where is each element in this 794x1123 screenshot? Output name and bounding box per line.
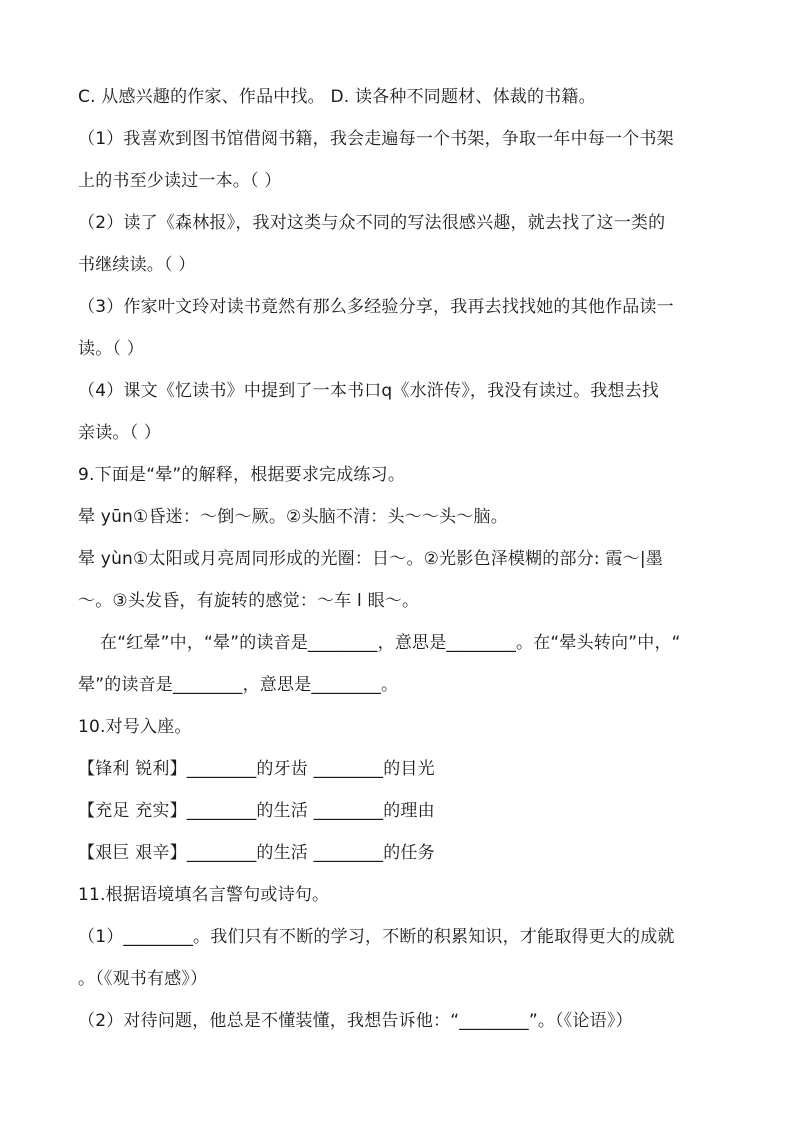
item-2-line-2: 书继续读。（ ） — [78, 255, 196, 275]
question-11-title: 11.根据语境填名言警句或诗句。 — [78, 885, 330, 905]
question-10-row-3: 【艰巨 艰辛】________的生活 ________的任务 — [78, 843, 435, 863]
question-11-item-2: （2）对待问题，他总是不懂装懂，我想告诉他：“________”。（《论语》） — [78, 1011, 633, 1031]
item-3-line-2: 读。（ ） — [78, 339, 144, 359]
item-4-line-1: （4）课文《忆读书》中提到了一本书口q《水浒传》，我没有读过。我想去找 — [78, 381, 660, 401]
question-10-title: 10.对号入座。 — [78, 717, 192, 737]
question-11-item-1-line-2: 。（《观书有感》） — [78, 969, 208, 989]
question-9-title: 9.下面是“晕”的解释，根据要求完成练习。 — [78, 465, 406, 485]
question-9-prompt-line-1: 在“红晕”中，“晕”的读音是________，意思是________。在“晕头转向”中，“ — [100, 633, 681, 653]
item-1-line-2: 上的书至少读过一本。（ ） — [78, 171, 282, 191]
item-1-line-1: （1）我喜欢到图书馆借阅书籍，我会走遍每一个书架，争取一年中每一个书架 — [78, 129, 674, 149]
question-10-row-2: 【充足 充实】________的生活 ________的理由 — [78, 801, 435, 821]
yun4-definition-line-2: ～。③头发昏，有旋转的感觉：～车 l 眼～。 — [78, 591, 420, 611]
yun1-definition: 晕 yūn①昏迷：～倒～厥。②头脑不清：头～～头～脑。 — [78, 507, 508, 527]
question-11-item-1-line-1: （1）________。我们只有不断的学习，不断的积累知识，才能取得更大的成就 — [78, 927, 675, 947]
option-line-c-d: C. 从感兴趣的作家、作品中找。 D. 读各种不同题材、体裁的书籍。 — [78, 87, 596, 107]
item-2-line-1: （2）读了《森林报》，我对这类与众不同的写法很感兴趣，就去找了这一类的 — [78, 213, 666, 233]
item-3-line-1: （3）作家叶文玲对读书竟然有那么多经验分享，我再去找找她的其他作品读一 — [78, 297, 674, 317]
yun4-definition-line-1: 晕 yùn①太阳或月亮周同形成的光圈：日～。②光影色泽模糊的部分: 霞～|墨 — [78, 549, 663, 569]
question-10-row-1: 【锋利 锐利】________的牙齿 ________的目光 — [78, 759, 435, 779]
item-4-line-2: 亲读。（ ） — [78, 423, 162, 443]
question-9-prompt-line-2: 晕”的读音是________，意思是________。 — [78, 675, 399, 695]
